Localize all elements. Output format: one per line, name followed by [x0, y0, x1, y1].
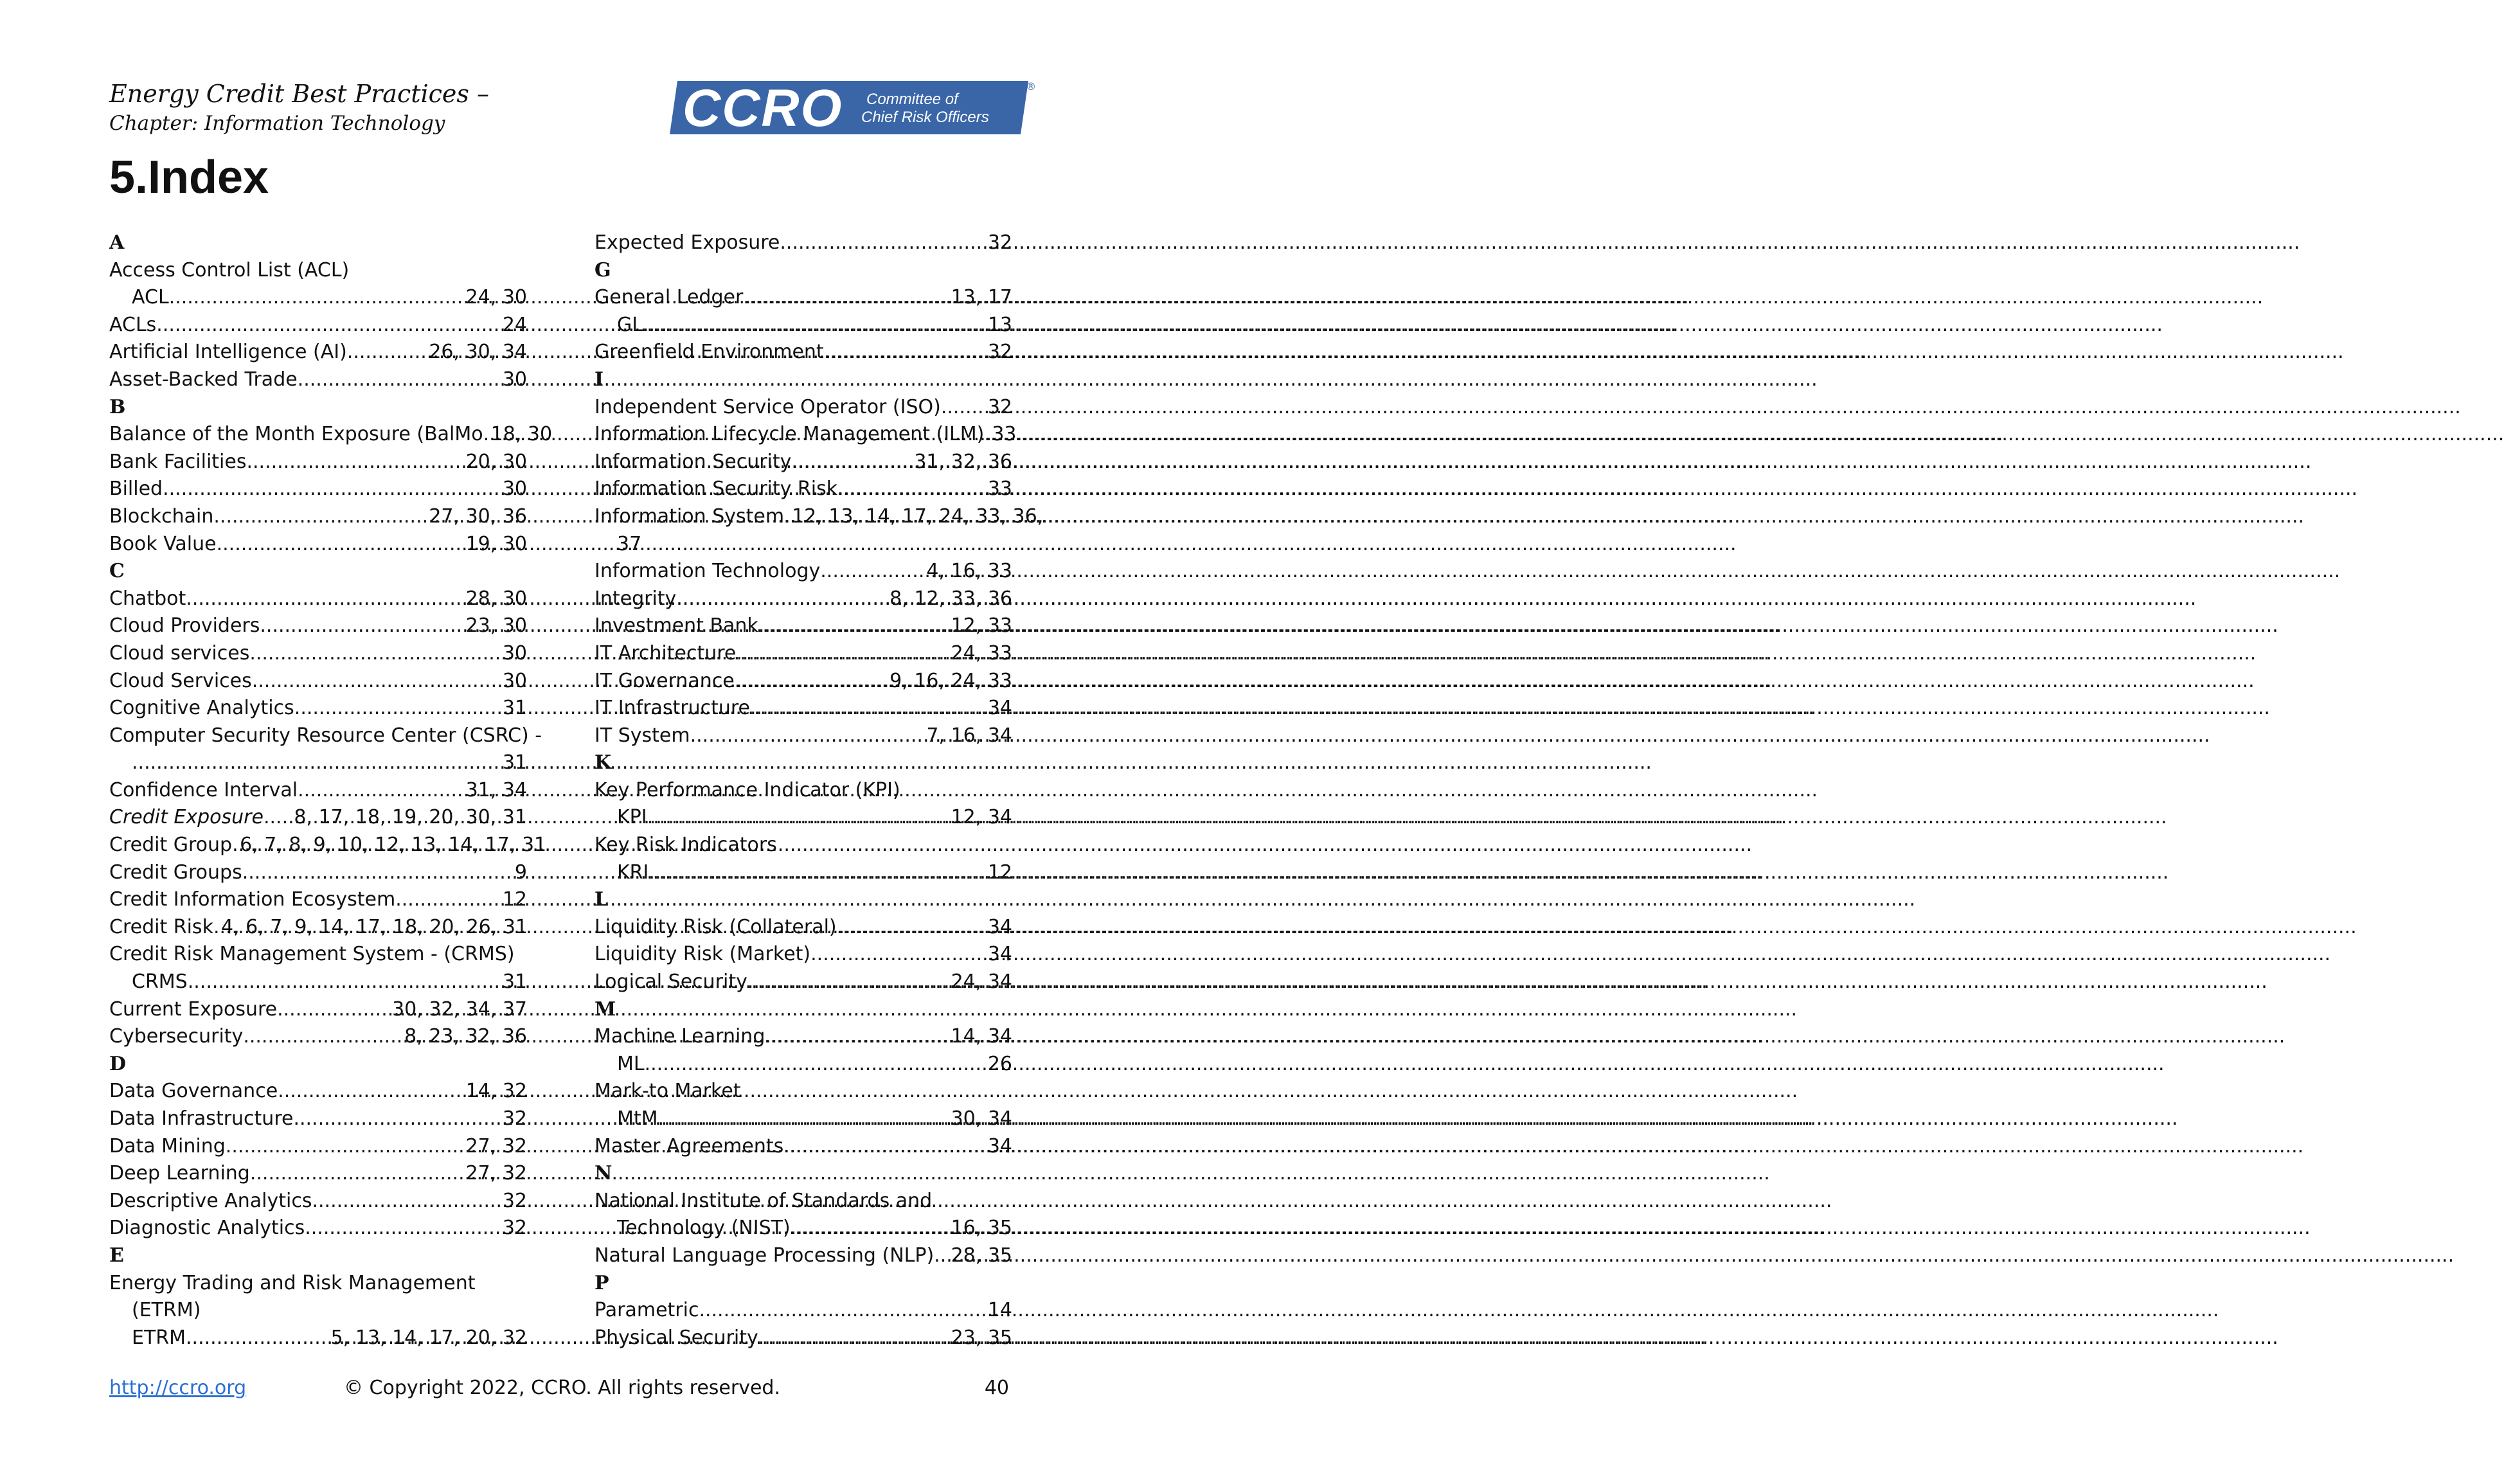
index-term: General Ledger — [595, 286, 744, 309]
dot-leader — [743, 284, 951, 312]
dot-leader — [186, 1325, 331, 1352]
index-entry — [109, 914, 527, 942]
index-term: Liquidity Risk (Collateral) — [595, 915, 837, 938]
dot-leader — [163, 476, 503, 503]
index-entry — [109, 1215, 527, 1242]
index-page-refs: 14, 34 — [951, 1025, 1012, 1048]
dot-leader — [169, 284, 466, 312]
index-term: Book Value — [109, 532, 217, 555]
index-entry — [109, 640, 527, 668]
index-page-refs: 8, 17, 18, 19, 20, 30, 31 — [294, 806, 527, 829]
index-entry — [595, 229, 1012, 257]
index-term: IT Architecture — [595, 641, 737, 665]
index-section-letter: K — [595, 751, 612, 774]
index-entry — [109, 832, 547, 859]
dot-leader — [735, 668, 890, 695]
index-term: Billed — [109, 478, 163, 501]
dot-leader — [643, 312, 988, 339]
dot-leader — [837, 914, 988, 942]
index-term: Data Infrastructure — [109, 1107, 294, 1130]
index-term: Current Exposure — [109, 997, 278, 1021]
dot-leader — [750, 695, 988, 722]
index-entry — [109, 339, 527, 366]
index-page-refs: 19, 30 — [465, 532, 527, 555]
index-page-refs: 20, 30 — [465, 450, 527, 473]
dot-leader — [810, 941, 988, 969]
index-term: Natural Language Processing (NLP) — [595, 1244, 935, 1267]
index-entry — [109, 476, 527, 503]
logo-tagline-2: Chief Risk Officers — [861, 109, 989, 126]
index-term: Credit Groups — [109, 861, 242, 884]
ccro-logo — [668, 77, 1035, 138]
index-term: Cloud Providers — [109, 614, 260, 638]
index-entry — [109, 668, 527, 695]
index-section-letter: G — [595, 258, 611, 282]
index-term: Descriptive Analytics — [109, 1189, 312, 1212]
index-entry — [595, 476, 1012, 503]
index-entry — [109, 612, 527, 640]
index-entry — [109, 804, 527, 832]
index-entry — [109, 1133, 527, 1161]
index-entry — [109, 777, 527, 805]
index-entry — [595, 1215, 1012, 1242]
dot-leader — [758, 1325, 951, 1352]
page-number: 40 — [984, 1377, 1009, 1399]
dot-leader — [783, 1133, 988, 1161]
index-page-refs: 23, 35 — [951, 1326, 1012, 1349]
index-page-refs: 13 — [987, 313, 1012, 336]
index-entry — [595, 449, 1012, 476]
index-page-refs: 23, 30 — [465, 614, 527, 638]
dot-leader — [483, 421, 491, 449]
index-term: Data Governance — [109, 1080, 278, 1103]
index-page-refs: 32 — [987, 341, 1012, 364]
index-page-refs: 34 — [987, 1134, 1012, 1158]
index-page-refs: 34 — [987, 943, 1012, 966]
index-page-refs: 16, 35 — [951, 1217, 1012, 1240]
registered-mark: ® — [1026, 80, 1036, 93]
copyright-notice: © Copyright 2022, CCRO. All rights reserved. — [344, 1377, 781, 1399]
index-section-letter: D — [109, 1052, 127, 1075]
index-section-letter: N — [595, 1162, 613, 1185]
index-page-refs: 31 — [502, 751, 527, 774]
index-term: Cloud Services — [109, 669, 252, 692]
dot-leader — [213, 503, 429, 531]
dot-leader — [278, 1078, 465, 1105]
chapter-subtitle: Chapter: Information Technology — [109, 112, 445, 135]
dot-leader — [293, 1105, 502, 1133]
index-page-refs: 33 — [987, 478, 1012, 501]
index-term: ML — [617, 1052, 645, 1075]
dot-leader — [217, 531, 466, 559]
document-header — [109, 78, 489, 138]
index-entry — [109, 366, 527, 394]
dot-leader — [765, 1023, 951, 1051]
index-page-refs: 8, 23, 32, 36 — [404, 1025, 527, 1048]
index-entry — [109, 1160, 527, 1188]
index-term: Greenfield Environment — [595, 341, 824, 364]
index-page-refs: 24, 33 — [951, 641, 1012, 665]
index-page-refs: 14, 32 — [465, 1080, 527, 1103]
index-entry — [595, 804, 1012, 832]
index-section-letter: I — [595, 368, 604, 391]
dot-leader — [252, 668, 503, 695]
index-section-letter: E — [109, 1244, 124, 1267]
index-entry — [595, 1242, 1012, 1270]
index-term: Information System — [595, 505, 785, 528]
index-term: IT System — [595, 724, 690, 747]
index-term: Chatbot — [109, 587, 186, 610]
index-page-refs: 5, 13, 14, 17, 20, 32 — [330, 1326, 527, 1349]
dot-leader — [647, 804, 951, 832]
index-entry — [595, 695, 1012, 722]
index-entry — [109, 503, 527, 531]
index-term: Credit Risk — [109, 915, 213, 938]
dot-leader — [934, 1242, 951, 1270]
index-term: Cybersecurity — [109, 1025, 244, 1048]
index-entry — [109, 312, 527, 339]
index-term: GL — [617, 313, 643, 336]
index-page-refs: 24 — [502, 313, 527, 336]
index-term: Credit Information Ecosystem — [109, 888, 396, 911]
index-heading-text: National Institute of Standards and — [595, 1189, 933, 1212]
index-entry — [109, 969, 527, 996]
index-term: Bank Facilities — [109, 450, 247, 473]
index-entry — [595, 668, 1012, 695]
index-term: IT Infrastructure — [595, 697, 750, 720]
index-page-refs: 26, 30, 34 — [429, 341, 527, 364]
dot-leader — [984, 421, 992, 449]
index-section-letter: P — [595, 1271, 609, 1294]
index-page-refs: 30, 32, 34, 37 — [392, 997, 527, 1021]
index-term: MtM — [617, 1107, 658, 1130]
index-page-refs: 12, 34 — [951, 806, 1012, 829]
dot-leader — [250, 1160, 466, 1188]
index-page-refs: 30, 34 — [951, 1107, 1012, 1130]
dot-leader — [699, 1297, 987, 1325]
index-page-refs: 7, 16, 34 — [926, 724, 1012, 747]
index-page-refs: 32 — [987, 231, 1012, 254]
index-section-letter: B — [109, 395, 126, 418]
index-heading-text: (ETRM) — [132, 1299, 201, 1322]
index-entry — [109, 695, 527, 722]
index-heading-text: Access Control List (ACL) — [109, 258, 350, 282]
index-entry — [595, 312, 1012, 339]
index-heading-text: Credit Risk Management System - (CRMS) — [109, 943, 515, 966]
index-page-refs: 28, 35 — [951, 1244, 1012, 1267]
index-term: Credit Exposure — [109, 806, 264, 829]
index-entry — [595, 969, 1012, 996]
dot-leader — [747, 969, 951, 996]
dot-leader — [249, 640, 502, 668]
dot-leader — [837, 476, 988, 503]
index-term: Integrity — [595, 587, 677, 610]
logo-wordmark: CCRO — [683, 79, 843, 138]
index-entry — [595, 1023, 1012, 1051]
dot-leader — [648, 859, 987, 887]
index-page-refs: 12 — [502, 888, 527, 911]
dot-leader — [780, 229, 987, 257]
index-entry — [595, 914, 1012, 942]
index-term: Balance of the Month Exposure (BalMo — [109, 423, 483, 446]
index-heading-text: Mark-to Market — [595, 1080, 741, 1103]
dot-leader — [242, 859, 515, 887]
dot-leader — [645, 1051, 988, 1078]
index-heading-text: 37 — [617, 532, 642, 555]
dot-leader — [395, 886, 503, 914]
index-page-refs: 32 — [502, 1107, 527, 1130]
index-page-refs: 12 — [987, 861, 1012, 884]
index-page-refs: 31 — [502, 970, 527, 994]
index-page-refs: 4, 16, 33 — [926, 560, 1012, 583]
index-heading-text: Energy Trading and Risk Management — [109, 1271, 476, 1294]
index-term: Blockchain — [109, 505, 214, 528]
index-page-refs: 31 — [502, 697, 527, 720]
index-page-refs: 4, 6, 7, 9, 14, 17, 18, 20, 26, 31 — [220, 915, 528, 938]
index-page-refs: 6, 7, 8, 9, 10, 12, 13, 14, 17, 31 — [240, 834, 547, 857]
index-entry — [595, 1105, 1012, 1133]
index-term: Confidence Interval — [109, 778, 298, 801]
index-section-letter: M — [595, 997, 616, 1021]
index-entry — [109, 886, 527, 914]
index-term: Independent Service Operator (ISO) — [595, 395, 941, 418]
index-term: ETRM — [132, 1326, 186, 1349]
index-heading-text: Key Performance Indicator (KPI) — [595, 778, 900, 801]
index-section-letter: L — [595, 888, 609, 911]
index-heading-text: Computer Security Resource Center (CSRC) - — [109, 724, 542, 747]
dot-leader — [232, 832, 240, 859]
index-page-refs: 9, 16, 24, 33 — [890, 669, 1012, 692]
dot-leader — [246, 449, 465, 476]
index-term: Diagnostic Analytics — [109, 1217, 305, 1240]
dot-leader — [156, 312, 503, 339]
index-page-refs: 14 — [987, 1299, 1012, 1322]
index-entry — [109, 1188, 527, 1215]
index-entry — [595, 941, 1012, 969]
index-entry — [109, 284, 527, 312]
dot-leader — [658, 1105, 951, 1133]
index-entry — [595, 339, 1012, 366]
dot-leader — [186, 586, 465, 613]
index-term: Parametric — [595, 1299, 699, 1322]
index-page-refs: 9 — [514, 861, 527, 884]
ccro-website-link[interactable]: http://ccro.org — [109, 1377, 247, 1399]
dot-leader — [277, 996, 392, 1024]
index-page-refs: 27, 32 — [465, 1134, 527, 1158]
index-page-refs: 28, 30 — [465, 587, 527, 610]
index-entry — [595, 1051, 1012, 1078]
index-page-refs: 8, 12, 33, 36 — [890, 587, 1012, 610]
index-term: Cloud services — [109, 641, 250, 665]
index-page-refs: 24, 34 — [951, 970, 1012, 994]
index-entry — [595, 1297, 1012, 1325]
index-term: Artificial Intelligence (AI) — [109, 341, 347, 364]
index-page-refs: 27, 30, 36 — [429, 505, 527, 528]
index-page-refs: 12, 33 — [951, 614, 1012, 638]
dot-leader — [347, 339, 429, 366]
index-term: Technology (NIST) — [617, 1217, 791, 1240]
index-page-refs: 18, 30 — [490, 423, 553, 446]
index-entry — [595, 859, 1012, 887]
index-page-refs: 31, 32, 36 — [914, 450, 1012, 473]
logo-tagline-1: Committee of — [866, 91, 958, 108]
index-term: Deep Learning — [109, 1162, 250, 1185]
index-page-refs: 27, 32 — [465, 1162, 527, 1185]
index-page-refs: 30 — [502, 478, 527, 501]
index-page-refs: 30 — [502, 669, 527, 692]
index-term: Credit Group — [109, 834, 233, 857]
index-entry — [109, 1325, 527, 1352]
index-entry — [109, 1078, 527, 1105]
index-column-left — [109, 229, 553, 1352]
index-entry — [595, 722, 1012, 750]
index-term: ACL — [132, 286, 169, 309]
index-term: Information Technology — [595, 560, 821, 583]
dot-leader — [791, 449, 914, 476]
index-term: Physical Security — [595, 1326, 758, 1349]
index-entry — [595, 558, 1012, 586]
dot-leader — [784, 503, 792, 531]
dot-leader — [132, 749, 503, 777]
index-entry — [109, 586, 527, 613]
index-page-refs: 33 — [992, 423, 1017, 446]
index-page-refs: 31, 34 — [465, 778, 527, 801]
dot-leader — [791, 1215, 951, 1242]
index-entry — [109, 996, 527, 1024]
dot-leader — [298, 366, 503, 394]
index-term: Asset-Backed Trade — [109, 368, 298, 391]
index-entry — [109, 421, 553, 449]
dot-leader — [676, 586, 890, 613]
dot-leader — [758, 612, 951, 640]
index-entry — [595, 503, 1044, 531]
index-term: KRI — [617, 861, 649, 884]
dot-leader — [820, 558, 926, 586]
index-page-refs: 30 — [502, 641, 527, 665]
index-entry — [595, 1133, 1012, 1161]
index-column-right — [595, 229, 1044, 1352]
dot-leader — [213, 914, 221, 942]
page-footer — [109, 1377, 1009, 1405]
dot-leader — [690, 722, 927, 750]
dot-leader — [941, 394, 988, 422]
index-entry — [595, 421, 1017, 449]
index-section-letter: A — [109, 231, 125, 254]
index-page-refs: 32 — [987, 395, 1012, 418]
index-page-refs: 32 — [502, 1189, 527, 1212]
index-heading-text: Key Risk Indicators — [595, 834, 777, 857]
index-term: CRMS — [132, 970, 188, 994]
index-page-refs: 12, 13, 14, 17, 24, 33, 36, — [792, 505, 1044, 528]
dot-leader — [305, 1215, 503, 1242]
dot-leader — [298, 777, 465, 805]
dot-leader — [260, 612, 465, 640]
index-entry — [595, 284, 1012, 312]
index-term: Logical Security — [595, 970, 747, 994]
dot-leader — [294, 695, 503, 722]
index-term: Expected Exposure — [595, 231, 780, 254]
index-term: Liquidity Risk (Market) — [595, 943, 811, 966]
index-entry — [595, 612, 1012, 640]
index-entry — [109, 531, 527, 559]
index-page-refs: 30 — [502, 368, 527, 391]
dot-leader — [243, 1023, 404, 1051]
index-entry — [595, 1325, 1012, 1352]
index-page-refs: 26 — [987, 1052, 1012, 1075]
index-page-refs: 34 — [987, 915, 1012, 938]
index-entry — [595, 586, 1012, 613]
index-term: ACLs — [109, 313, 157, 336]
page-title: 5.Index — [109, 152, 269, 203]
index-term: Machine Learning — [595, 1025, 765, 1048]
index-term: Investment Bank — [595, 614, 758, 638]
index-term: KPI — [617, 806, 647, 829]
index-page-refs: 34 — [987, 697, 1012, 720]
index-entry — [109, 1023, 527, 1051]
index-term: Data Mining — [109, 1134, 226, 1158]
index-entry — [109, 449, 527, 476]
index-term: Information Lifecycle Management (ILM) — [595, 423, 985, 446]
index-entry — [109, 1105, 527, 1133]
dot-leader — [736, 640, 951, 668]
index-page-refs: 13, 17 — [951, 286, 1012, 309]
index-section-letter: C — [109, 560, 125, 583]
index-page-refs: 32 — [502, 1217, 527, 1240]
index-term: Cognitive Analytics — [109, 697, 294, 720]
index-term: IT Governance — [595, 669, 735, 692]
dot-leader — [312, 1188, 502, 1215]
index-entry — [109, 859, 527, 887]
index-term: Master Agreements — [595, 1134, 784, 1158]
document-title: Energy Credit Best Practices – — [109, 80, 490, 108]
index-term: Information Security — [595, 450, 792, 473]
index-term: Information Security Risk — [595, 478, 838, 501]
dot-leader — [264, 804, 294, 832]
index-entry — [595, 394, 1012, 422]
index-entry — [595, 640, 1012, 668]
dot-leader — [226, 1133, 466, 1161]
dot-leader — [824, 339, 988, 366]
index-page-refs: 24, 30 — [465, 286, 527, 309]
index-entry — [109, 749, 527, 777]
dot-leader — [188, 969, 503, 996]
